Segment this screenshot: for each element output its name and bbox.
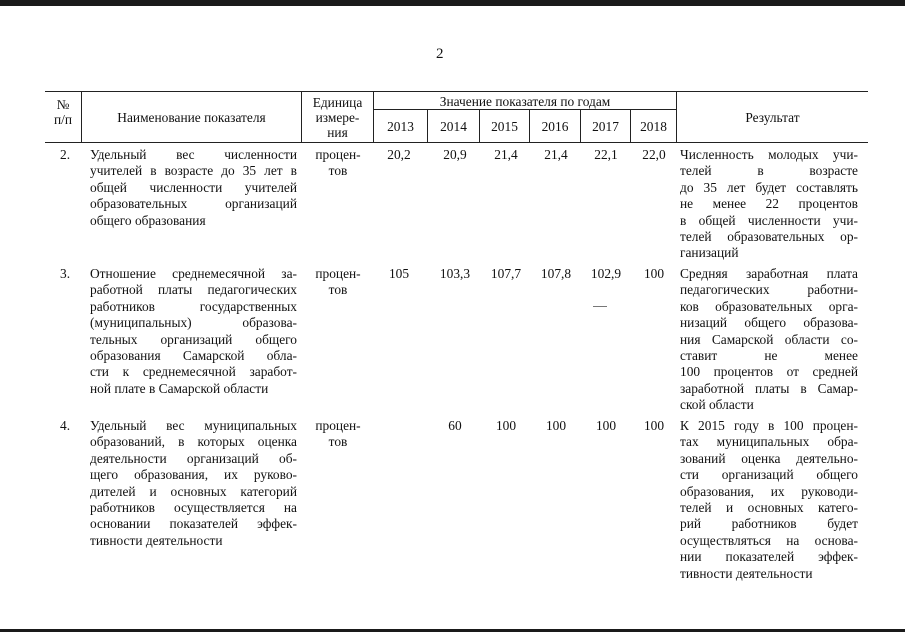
value-2017: 102,9	[590, 266, 622, 281]
text-line: тивности деятельности	[90, 532, 223, 548]
header-result: Результат	[745, 110, 800, 125]
header-year: 2014	[440, 119, 467, 134]
text-line: (муниципальных) образова-	[90, 315, 297, 331]
text-line: до 35 лет будет составлять	[680, 179, 858, 195]
header-unit-line2: измере-	[315, 110, 360, 125]
header-no-line2: п/п	[53, 112, 73, 127]
result-text	[680, 418, 858, 582]
header-no-line1: №	[56, 97, 70, 112]
value-2016: 107,8	[540, 266, 572, 281]
table-top-line	[45, 91, 868, 92]
unit-cell	[305, 418, 371, 451]
value-2014: 103,3	[439, 266, 471, 281]
text-line: работников осуществляется на	[90, 500, 297, 516]
text-line: Отношение среднемесячной за-	[90, 266, 297, 281]
text-line: учителей в возрасте до 35 лет в	[90, 163, 297, 179]
header-unit-line3: ния	[327, 125, 348, 140]
value-2013: 20,2	[387, 147, 411, 162]
header-bottom-line	[45, 142, 868, 143]
text-line: ганизаций	[680, 245, 739, 261]
text-line: ния Самарской области со-	[680, 331, 858, 347]
unit-cell	[305, 266, 371, 299]
value-2016: 100	[545, 418, 567, 433]
value-2017: 100	[595, 418, 617, 433]
header-unit	[302, 95, 373, 140]
text-line: педагогических работни-	[680, 282, 858, 298]
row-number: 3.	[60, 266, 71, 281]
text-line: деятельности организаций об-	[90, 450, 297, 466]
header-year: 2015	[491, 119, 518, 134]
text-line: работников государственных	[90, 298, 297, 314]
top-border	[0, 0, 905, 6]
value-2014: 60	[448, 418, 462, 433]
text-line: телей и основных катего-	[680, 500, 858, 516]
text-line: тов	[328, 434, 348, 450]
text-line: работной платы педагогических	[90, 282, 297, 298]
text-line: щего образования, их руково-	[90, 467, 297, 483]
text-line: процен-	[315, 266, 361, 281]
text-line: образования Самарской обла-	[90, 348, 297, 364]
text-line: 100 процентов от средней	[680, 364, 858, 380]
row-number: 4.	[60, 418, 71, 433]
header-values-by-year: Значение показателя по годам	[439, 94, 611, 109]
indicator-name	[90, 418, 297, 549]
text-line: основании показателей эффек-	[90, 516, 297, 532]
text-line: рий работников будет	[680, 516, 858, 532]
text-line: Численность молодых учи-	[680, 147, 858, 162]
text-line: сти к среднемесячной заработ-	[90, 364, 297, 380]
text-line: тов	[328, 163, 348, 179]
value-2018: 100	[643, 266, 665, 281]
text-line: ков образовательных орга-	[680, 298, 858, 314]
value-2017: 22,1	[594, 147, 618, 162]
result-text	[680, 147, 858, 262]
indicator-name	[90, 147, 297, 229]
header-year: 2013	[387, 119, 414, 134]
text-line: тельных организаций общего	[90, 331, 297, 347]
text-line: низаций общего образова-	[680, 315, 858, 331]
text-line: телей в возрасте	[680, 163, 858, 179]
header-unit-line1: Единица	[312, 95, 363, 110]
bottom-border	[0, 629, 905, 632]
value-2015: 100	[495, 418, 517, 433]
text-line: нии показателей эффек-	[680, 549, 858, 565]
text-line: процен-	[315, 147, 361, 162]
value-2015: 107,7	[490, 266, 522, 281]
header-year: 2016	[541, 119, 569, 134]
unit-cell	[305, 147, 371, 180]
text-line: тах муниципальных обра-	[680, 434, 858, 450]
text-line: тивности деятельности	[680, 565, 813, 581]
header-name: Наименование показателя	[117, 110, 266, 125]
value-2018: 100	[643, 418, 665, 433]
text-line: осуществляться на основа-	[680, 532, 858, 548]
text-line: общего образования	[90, 212, 206, 228]
value-2013: 105	[388, 266, 410, 281]
text-line: сти организаций общего	[680, 467, 858, 483]
row-number: 2.	[60, 147, 71, 162]
scan-mark	[593, 306, 607, 307]
value-2014: 20,9	[443, 147, 467, 162]
text-line: в общей численности учи-	[680, 212, 858, 228]
text-line: Удельный вес муниципальных	[90, 418, 297, 433]
value-2018: 22,0	[642, 147, 666, 162]
value-2016: 21,4	[544, 147, 568, 162]
indicator-name	[90, 266, 297, 397]
text-line: образований, в которых оценка	[90, 434, 297, 450]
text-line: образования, их руководи-	[680, 483, 858, 499]
text-line: не менее 22 процентов	[680, 196, 858, 212]
text-line: общей численности учителей	[90, 179, 297, 195]
header-no	[45, 97, 81, 127]
text-line: тов	[328, 282, 348, 298]
text-line: телей образовательных ор-	[680, 229, 858, 245]
text-line: К 2015 году в 100 процен-	[680, 418, 858, 433]
text-line: дителей и основных категорий	[90, 483, 297, 499]
text-line: ской области	[680, 397, 754, 413]
value-2015: 21,4	[494, 147, 518, 162]
text-line: ной плате в Самарской области	[90, 380, 269, 396]
text-line: заработной платы в Самар-	[680, 380, 858, 396]
text-line: образовательных организаций	[90, 196, 297, 212]
result-text	[680, 266, 858, 414]
text-line: ставит не менее	[680, 348, 858, 364]
header-year: 2017	[592, 119, 619, 134]
text-line: процен-	[315, 418, 361, 433]
text-line: зований оценка деятельно-	[680, 450, 858, 466]
text-line: Удельный вес численности	[90, 147, 297, 162]
header-year: 2018	[640, 119, 667, 134]
page-number: 2	[436, 46, 444, 62]
text-line: Средняя заработная плата	[680, 266, 858, 281]
